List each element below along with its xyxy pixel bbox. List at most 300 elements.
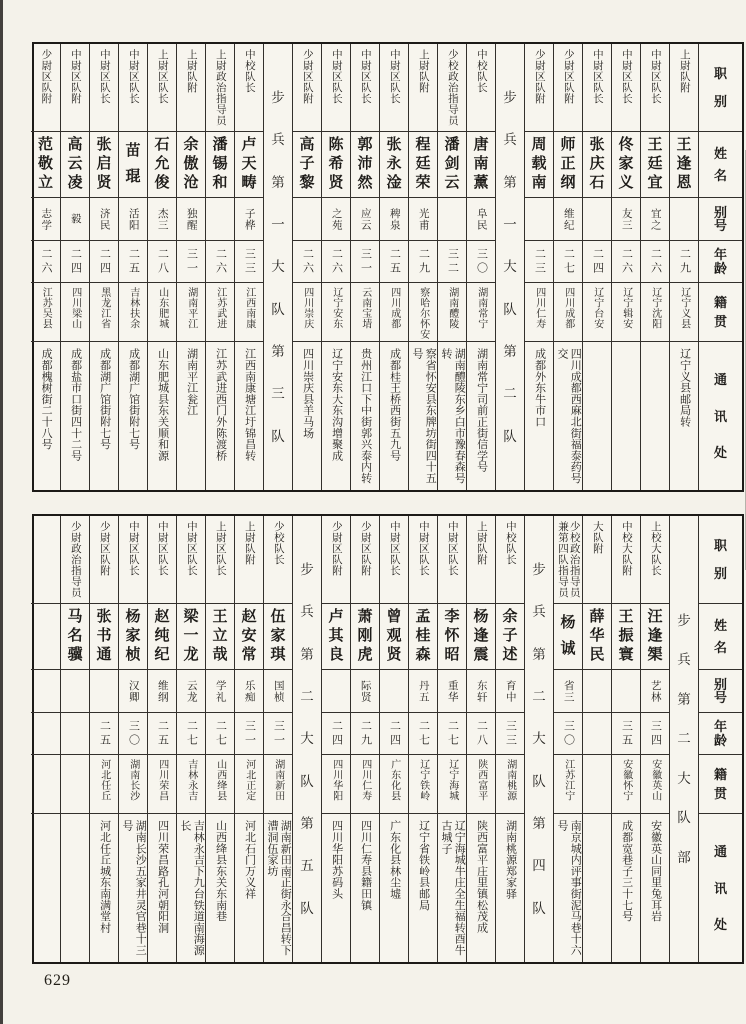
person-column (234, 516, 263, 962)
alias-cell (467, 670, 495, 713)
name-cell (351, 604, 379, 670)
alias-cell (235, 670, 263, 713)
alias-cell-text: 友三 (620, 207, 632, 231)
origin-cell-text: 四川荣昌 (156, 759, 168, 801)
glyph: 卢 (241, 137, 257, 153)
age-cell-text: 三〇 (475, 247, 488, 276)
name-cell (206, 604, 234, 670)
unit-name (525, 516, 553, 962)
alias-cell (31, 670, 60, 713)
glyph: 步 (271, 89, 285, 105)
age-cell-text: 二四 (388, 719, 401, 748)
name-cell (583, 132, 611, 198)
origin-cell (554, 283, 582, 342)
address-cell (322, 342, 350, 490)
rank-cell (206, 516, 234, 604)
alias-cell-text: 子桦 (243, 207, 255, 231)
glyph: 潘 (444, 137, 460, 153)
glyph: 号 (713, 690, 727, 706)
name-cell (467, 132, 495, 198)
name-cell (322, 604, 350, 670)
person-column (321, 44, 350, 490)
rank-cell (467, 516, 495, 604)
name-cell (90, 132, 118, 198)
rank-cell (61, 516, 89, 604)
address-cell-text: 成都湖广馆街附七号 (98, 348, 111, 450)
age-cell (206, 713, 234, 755)
glyph: 张 (386, 137, 402, 153)
rank-cell (148, 516, 176, 604)
glyph: 队 (677, 810, 691, 826)
header-label (699, 814, 742, 962)
name-cell (61, 604, 89, 670)
glyph: 马 (67, 609, 83, 625)
alias-cell (61, 198, 89, 241)
glyph: 二 (300, 688, 314, 704)
alias-cell (351, 670, 379, 713)
glyph: 别 (713, 566, 727, 582)
scan-edge-artifact (0, 0, 3, 1024)
alias-cell-text: 济民 (98, 207, 110, 231)
age-cell (235, 713, 263, 755)
rank-cell-text: 少尉区队附 (301, 49, 313, 104)
alias-cell-text: 应云 (359, 207, 371, 231)
rank-cell-text: 少尉区队附 (562, 49, 574, 104)
origin-cell (177, 283, 205, 342)
address-cell (177, 814, 205, 962)
alias-cell-text: 之苑 (330, 207, 342, 231)
glyph: 纪 (154, 647, 170, 663)
origin-cell-text: 河北正定 (243, 759, 255, 801)
glyph: 年 (713, 719, 727, 735)
glyph: 讯 (713, 408, 727, 424)
rank-cell (554, 44, 582, 132)
rank-cell (380, 44, 408, 132)
glyph: 步 (503, 89, 517, 105)
name-cell (409, 132, 437, 198)
name-cell (380, 132, 408, 198)
glyph: 大 (503, 259, 517, 275)
address-cell-text: 江西南康塘江圩锦昌转 (243, 348, 256, 461)
rank-cell (583, 516, 611, 604)
alias-cell-text: 艺林 (649, 679, 661, 703)
person-column (176, 516, 205, 962)
person-column (582, 44, 611, 490)
person-column (118, 44, 147, 490)
age-cell (583, 713, 611, 755)
person-column (669, 44, 698, 490)
alias-cell-text: 重华 (446, 679, 458, 703)
person-column (408, 516, 437, 962)
header-column (698, 44, 742, 490)
glyph: 启 (96, 156, 112, 172)
origin-cell-text: 江西南康 (243, 287, 255, 329)
alias-cell (380, 198, 408, 241)
origin-cell (351, 283, 379, 342)
rank-cell-text: 中尉区队长 (185, 521, 197, 576)
name-cell (438, 604, 466, 670)
glyph: 佟 (618, 137, 634, 153)
glyph: 处 (713, 917, 727, 933)
origin-cell-text: 江苏吴县 (40, 287, 52, 329)
address-cell-text: 成都外东牛市口 (533, 348, 546, 428)
glyph: 诚 (560, 640, 576, 657)
origin-cell (148, 283, 176, 342)
glyph: 天 (241, 156, 257, 172)
age-cell (119, 713, 147, 755)
glyph: 队 (300, 900, 314, 916)
origin-cell-text: 江苏江宁 (562, 759, 574, 801)
origin-cell-text: 四川梁山 (69, 287, 81, 329)
address-cell (583, 814, 611, 962)
rank-cell-text: 上尉区队长 (156, 49, 168, 104)
address-cell-text: 河北石门万义祥 (243, 820, 256, 900)
person-column (89, 516, 118, 962)
rank-cell-text: 少尉政治指导员 (69, 521, 81, 598)
glyph: 队 (503, 428, 517, 444)
glyph: 队 (532, 773, 546, 789)
glyph: 通 (713, 371, 727, 387)
header-label (699, 670, 742, 713)
glyph: 陈 (328, 137, 344, 153)
alias-cell (177, 670, 205, 713)
name-cell (177, 604, 205, 670)
person-column (350, 516, 379, 962)
origin-cell-text: 广东化县 (388, 759, 400, 801)
glyph: 张 (96, 609, 112, 625)
origin-cell-text: 辽宁沈阳 (649, 287, 661, 329)
age-cell-text: 三一 (359, 247, 372, 276)
glyph: 别 (713, 94, 727, 110)
age-cell (554, 713, 582, 755)
glyph: 沧 (183, 175, 199, 191)
roster-table-top (32, 42, 744, 492)
name-cell (206, 132, 234, 198)
glyph: 师 (560, 137, 576, 153)
address-cell (31, 342, 60, 490)
age-cell-text: 三五 (620, 719, 633, 748)
age-cell-text: 二四 (591, 247, 604, 276)
rank-cell (322, 44, 350, 132)
header-label (699, 198, 742, 241)
glyph: 步 (300, 561, 314, 577)
address-cell-text: 陕西富平庄里镇松茂成 (475, 820, 488, 933)
rank-cell-text: 中尉区队长 (388, 49, 400, 104)
glyph: 畴 (241, 175, 257, 191)
origin-cell-text: 四川仁寿 (533, 287, 545, 329)
address-cell (119, 342, 147, 490)
name-cell (31, 604, 60, 670)
rank-cell-text: 中尉区队长 (330, 49, 342, 104)
page-number: 629 (44, 972, 71, 989)
glyph: 张 (589, 137, 605, 153)
alias-cell (90, 198, 118, 241)
origin-cell-text: 陕西富平 (475, 759, 487, 801)
alias-cell (467, 198, 495, 241)
age-cell (612, 713, 640, 755)
address-cell (206, 814, 234, 962)
origin-cell (583, 755, 611, 814)
glyph: 沛 (357, 156, 373, 172)
name-cell (670, 132, 698, 198)
person-column (466, 44, 495, 490)
rank-cell (177, 516, 205, 604)
origin-cell-text: 湖南醴陵 (446, 287, 458, 329)
glyph: 书 (96, 628, 112, 644)
alias-cell (496, 670, 524, 713)
age-cell (554, 241, 582, 283)
glyph: 寰 (618, 647, 634, 663)
person-column (321, 516, 350, 962)
glyph: 庆 (589, 156, 605, 172)
address-cell-text: 湖南平江瓮江 (185, 348, 198, 416)
glyph: 一 (183, 628, 199, 644)
alias-cell-text: 育中 (504, 679, 516, 703)
age-cell (148, 713, 176, 755)
glyph: 李 (444, 609, 460, 625)
address-cell (612, 814, 640, 962)
age-cell (206, 241, 234, 283)
glyph: 杨 (473, 609, 489, 625)
rank-cell-text: 上尉队附 (475, 521, 487, 565)
origin-cell-text: 湖南长沙 (127, 759, 139, 801)
alias-cell-text: 丹五 (417, 679, 429, 703)
name-cell (380, 604, 408, 670)
age-cell (351, 713, 379, 755)
glyph: 纲 (560, 175, 576, 191)
address-cell (148, 814, 176, 962)
glyph: 贯 (713, 786, 727, 801)
origin-cell (496, 755, 524, 814)
alias-cell-text: 志学 (40, 207, 52, 231)
alias-cell (554, 670, 582, 713)
age-cell (90, 241, 118, 283)
glyph: 籍 (713, 767, 727, 782)
glyph: 振 (618, 628, 634, 644)
glyph: 兵 (532, 604, 546, 620)
glyph: 第 (677, 691, 691, 707)
address-cell-text: 四川荣昌路孔河朝阳洞 (156, 820, 169, 933)
header-label (699, 283, 742, 342)
origin-cell-text: 四川崇庆 (301, 287, 313, 329)
rank-cell (351, 516, 379, 604)
age-cell-text: 二五 (127, 247, 140, 276)
glyph: 宜 (647, 175, 663, 191)
glyph: 讯 (713, 880, 727, 896)
origin-cell (380, 283, 408, 342)
alias-cell-text: 独醒 (185, 207, 197, 231)
glyph: 恩 (676, 175, 692, 191)
glyph: 名 (67, 628, 83, 644)
age-cell (467, 241, 495, 283)
glyph: 王 (647, 137, 663, 153)
glyph: 名 (713, 639, 727, 655)
rank-cell (670, 44, 698, 132)
address-cell-text: 河北任丘城东南满堂村 (98, 820, 111, 933)
alias-cell (293, 198, 321, 241)
origin-cell (31, 755, 60, 814)
rank-cell (119, 44, 147, 132)
address-cell-text: 湖南醴陵东乡白市豫春森号转 (440, 348, 466, 484)
age-cell (380, 241, 408, 283)
alias-cell (206, 198, 234, 241)
rank-cell-text: 中尉区队长 (156, 521, 168, 576)
age-cell (119, 241, 147, 283)
name-cell (351, 132, 379, 198)
origin-cell (61, 283, 89, 342)
origin-cell-text: 辽宁安东 (330, 287, 342, 329)
glyph: 范 (37, 137, 53, 153)
rank-cell (467, 44, 495, 132)
name-cell (235, 604, 263, 670)
name-cell (177, 132, 205, 198)
origin-cell (90, 755, 118, 814)
age-cell-text: 二五 (388, 247, 401, 276)
glyph: 伍 (270, 609, 286, 625)
age-cell (525, 241, 553, 283)
alias-cell-text: 东轩 (475, 679, 487, 703)
address-cell (467, 342, 495, 490)
address-cell (612, 342, 640, 490)
glyph: 逢 (676, 156, 692, 172)
rank-cell (583, 44, 611, 132)
glyph: 通 (713, 843, 727, 859)
empty-column (31, 516, 60, 962)
glyph: 逢 (473, 628, 489, 644)
alias-cell-text: 宜之 (649, 207, 661, 231)
rank-cell-text: 中尉区队附 (69, 49, 81, 104)
address-cell-text: 成都盐市口街四十二号 (69, 348, 82, 461)
alias-cell (90, 670, 118, 713)
origin-cell (467, 755, 495, 814)
rank-cell (61, 44, 89, 132)
origin-cell (235, 755, 263, 814)
person-column (350, 44, 379, 490)
unit-name (496, 44, 524, 490)
name-cell (438, 132, 466, 198)
rank-cell (554, 516, 582, 604)
glyph: 步 (677, 612, 691, 628)
glyph: 别 (713, 204, 727, 220)
header-label (699, 342, 742, 490)
unit-name (293, 516, 321, 962)
name-cell (90, 604, 118, 670)
age-cell (235, 241, 263, 283)
glyph: 石 (154, 137, 170, 153)
address-cell (467, 814, 495, 962)
alias-cell (264, 670, 292, 713)
age-cell (496, 713, 524, 755)
rank-cell-text: 上尉区队长 (214, 521, 226, 576)
glyph: 骥 (67, 647, 83, 663)
glyph: 义 (618, 175, 634, 191)
alias-cell (612, 198, 640, 241)
age-cell-text: 二四 (69, 247, 82, 276)
age-cell-text: 二八 (475, 719, 488, 748)
glyph: 正 (560, 156, 576, 172)
glyph: 廷 (647, 156, 663, 172)
address-cell (438, 814, 466, 962)
age-cell-text: 二四 (98, 247, 111, 276)
address-cell-text: 山西绛县东关东南巷 (214, 820, 227, 922)
alias-cell-text: 汉卿 (127, 679, 139, 703)
name-cell (148, 132, 176, 198)
glyph: 其 (328, 628, 344, 644)
rank-cell-text: 少尉区队附 (359, 521, 371, 576)
address-cell-text: 湖南长沙五家井灵官巷十三号 (121, 820, 147, 956)
glyph: 队 (300, 773, 314, 789)
glyph: 程 (415, 137, 431, 153)
address-cell-text: 湖南桃源郑家驿 (504, 820, 517, 900)
glyph: 队 (503, 301, 517, 317)
origin-cell-text: 四川成都 (388, 287, 400, 329)
alias-cell (119, 198, 147, 241)
origin-cell (409, 755, 437, 814)
alias-cell-text: 云龙 (185, 679, 197, 703)
rank-cell-text: 上尉队附 (678, 49, 690, 93)
address-cell (148, 342, 176, 490)
alias-cell-text: 乐痴 (243, 679, 255, 703)
name-cell (641, 604, 669, 670)
glyph: 民 (589, 647, 605, 663)
rank-cell (206, 44, 234, 132)
origin-cell (641, 283, 669, 342)
origin-cell-text: 云南宝埥 (359, 287, 371, 329)
address-cell (409, 342, 437, 490)
rank-cell (525, 44, 553, 132)
glyph: 淦 (386, 175, 402, 191)
origin-cell (264, 755, 292, 814)
person-column (147, 516, 176, 962)
glyph: 贤 (386, 647, 402, 663)
origin-cell-text: 山西绛县 (214, 759, 226, 801)
origin-cell (119, 755, 147, 814)
glyph: 贯 (713, 314, 727, 329)
person-column (437, 516, 466, 962)
origin-cell-text: 吉林扶余 (127, 287, 139, 329)
glyph: 杨 (560, 615, 576, 632)
glyph: 纯 (154, 628, 170, 644)
alias-cell-text: 际贤 (359, 679, 371, 703)
glyph: 梁 (183, 609, 199, 625)
address-cell (554, 814, 582, 962)
origin-cell (61, 755, 89, 814)
alias-cell (351, 198, 379, 241)
rank-cell (235, 44, 263, 132)
alias-cell-text: 学礼 (214, 679, 226, 703)
rank-cell-text: 中校队长 (475, 49, 487, 93)
age-cell (61, 713, 89, 755)
name-cell (235, 132, 263, 198)
rank-cell (351, 44, 379, 132)
origin-cell-text: 辽宁海城 (446, 759, 458, 801)
address-cell-text: 辽宁义县邮局转 (678, 348, 691, 428)
age-cell-text: 二六 (301, 247, 314, 276)
glyph: 允 (154, 156, 170, 172)
glyph: 卢 (328, 609, 344, 625)
origin-cell-text: 黑龙江省 (98, 287, 110, 329)
age-cell-text: 三三 (504, 719, 517, 748)
alias-cell (641, 198, 669, 241)
person-column (379, 516, 408, 962)
name-cell (119, 604, 147, 670)
glyph: 云 (444, 175, 460, 191)
address-cell-text: 江苏武进西门外陈渡桥 (214, 348, 227, 461)
origin-cell (612, 755, 640, 814)
glyph: 常 (241, 647, 257, 663)
age-cell-text: 二五 (156, 719, 169, 748)
unit-name (264, 44, 292, 490)
